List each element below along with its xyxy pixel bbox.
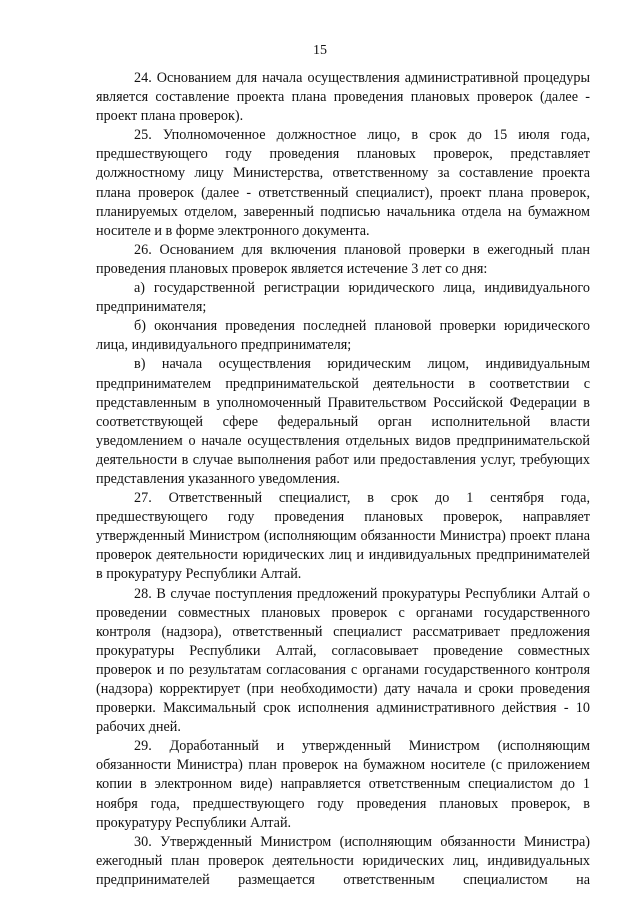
paragraph-28: 28. В случае поступления предложений прокуратуры Республики Алтай о проведении совместных плановых проверок с органами государственного контроля (надзора), ответственный специалист рассматривает предложения прокуратуры Республики Алтай, согласовывает проведение совместных проверок и по результатам согласования с органами государственного контроля (надзора) корректирует (при необходимости) дату начала и сроки проведения проверки. Максимальный срок исполнения административного действия - 10 рабочих дней.: [96, 585, 590, 736]
paragraph-27: 27. Ответственный специалист, в срок до 1 сентября года, предшествующего году проведения плановых проверок, направляет утвержденный Министром (исполняющим обязанности Министра) проект плана проверок деятельности юридических лиц и индивидуальных предпринимателей в прокуратуру Республики Алтай.: [96, 490, 590, 583]
paragraph-25: 25. Уполномоченное должностное лицо, в срок до 15 июля года, предшествующего году проведения плановых проверок, представляет должностному лицу Министерства, ответственному за составление проекта плана проверок (далее - ответственный специалист), проект плана проверок, планируемых отделом, заверенный подписью начальника отдела на бумажном носителе и в форме электронного документа.: [96, 127, 590, 239]
list-item-v: в) начала осуществления юридическим лицом, индивидуальным предпринимателем предпринимательской деятельности в соответствии с представленным в уполномоченный Правительством Российской Федерации в соответствующей сфере федеральный орган исполнительной власти уведомлением о начале осуществления отдельных видов предпринимательской деятельности в случае выполнения работ или предоставления услуг, требующих представления указанного уведомления.: [96, 356, 590, 487]
paragraph-26: 26. Основанием для включения плановой проверки в ежегодный план проведения плановых проверок является истечение 3 лет со дня:: [96, 241, 590, 277]
paragraph-29: 29. Доработанный и утвержденный Министром (исполняющим обязанности Министра) план проверок на бумажном носителе (с приложением копии в электронном виде) направляется ответственным специалистом до 1 ноября года, предшествующего году проведения плановых проверок, в прокуратуру Республики Алтай.: [96, 738, 590, 831]
paragraph-24: 24. Основанием для начала осуществления административной процедуры является составление проекта плана проведения плановых проверок (далее - проект плана проверок).: [96, 70, 590, 125]
document-body: [96, 69, 590, 890]
page-number: 15: [313, 43, 327, 58]
list-item-b: б) окончания проведения последней плановой проверки юридического лица, индивидуального предпринимателя;: [96, 318, 590, 354]
paragraph-30: 30. Утвержденный Министром (исполняющим обязанности Министра) ежегодный план проверок деятельности юридических лиц, индивидуальных предпринимателей размещается ответственным специалистом на: [96, 833, 590, 888]
list-item-a: а) государственной регистрации юридического лица, индивидуального предпринимателя;: [96, 280, 590, 316]
